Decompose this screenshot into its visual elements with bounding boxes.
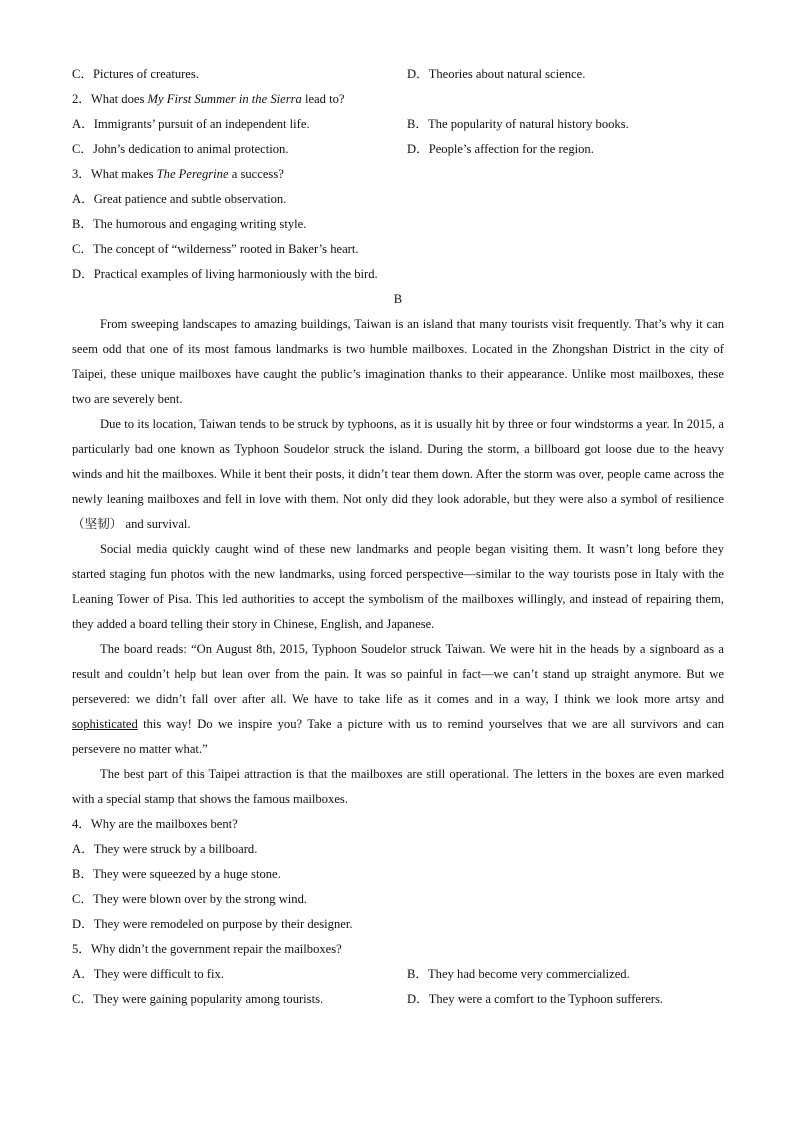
book-title: The Peregrine: [156, 167, 229, 181]
q1-option-c: C．Pictures of creatures.: [72, 67, 199, 81]
underlined-word: sophisticated: [72, 717, 138, 731]
passage-paragraph-1: From sweeping landscapes to amazing buildings, Taiwan is an island that many tourists visit frequently. That’s why it can seem odd that one of its most famous landmarks is two humble mailboxes. Located in the Zhongshan District in the city of Taipei, these unique mailboxes have caught the public’s imagination thanks to their appearance. Unlike most mailboxes, these two are severely bent.: [72, 317, 724, 406]
q5-options-cd: [72, 987, 724, 1012]
q3-option-d: D．Practical examples of living harmoniously with the bird.: [72, 267, 378, 281]
q3-option-b: B．The humorous and engaging writing style.: [72, 217, 307, 231]
passage-paragraph-2: Due to its location, Taiwan tends to be struck by typhoons, as it is usually hit by three or four windstorms a year. In 2015, a particularly bad one known as Typhoon Soudelor struck the island. During the storm, a billboard got loose due to the heavy winds and hit the mailboxes. While it bent their posts, it didn’t tear them down. After the storm was over, people came across the newly leaning mailboxes and fell in love with them. Not only did they look adorable, but they were also a symbol of resilience （坚韧） and survival.: [72, 417, 724, 531]
q4-option-b: B．They were squeezed by a huge stone.: [72, 867, 281, 881]
q4-option-c: C．They were blown over by the strong wind.: [72, 892, 308, 906]
q3-stem: 3．What makes The Peregrine a success?: [72, 167, 284, 181]
section-label: B: [393, 292, 403, 306]
q1-options-cd: [72, 62, 724, 87]
q2-option-a: A．Immigrants’ pursuit of an independent life.: [72, 117, 310, 131]
q2-option-b: B．The popularity of natural history books.: [407, 117, 629, 131]
exam-page: [72, 62, 724, 1012]
passage-paragraph-4: The board reads: “On August 8th, 2015, Typhoon Soudelor struck Taiwan. We were hit in the heads by a signboard as a result and couldn’t help but lean over from the pain. It was so painful in fact—we can’t stand up straight anymore. But we persevered: we didn’t fall over after all. We have to take life as it comes and in a way, I think we look more artsy and sophisticated this way! Do we inspire you? Take a picture with us to remind yourselves that we are all survivors and can persevere no matter what.”: [72, 642, 724, 756]
book-title: My First Summer in the Sierra: [147, 92, 302, 106]
q5-option-a: A．They were difficult to fix.: [72, 967, 224, 981]
q5-option-d: D．They were a comfort to the Typhoon sufferers.: [407, 992, 664, 1006]
passage-paragraph-3: Social media quickly caught wind of these new landmarks and people began visiting them. It wasn’t long before they started staging fun photos with the new landmarks, using forced perspective—similar to the way tourists pose in Italy with the Leaning Tower of Pisa. This led authorities to accept the symbolism of the mailboxes willingly, and instead of repairing them, they added a board telling their story in Chinese, English, and Japanese.: [72, 542, 724, 631]
q3-option-a: A．Great patience and subtle observation.: [72, 192, 287, 206]
q5-option-b: B．They had become very commercialized.: [407, 967, 630, 981]
q5-options-ab: [72, 962, 724, 987]
q2-option-c: C．John’s dedication to animal protection.: [72, 142, 289, 156]
q2-option-d: D．People’s affection for the region.: [407, 142, 594, 156]
passage-paragraph-5: The best part of this Taipei attraction is that the mailboxes are still operational. The letters in the boxes are even marked with a special stamp that shows the famous mailboxes.: [72, 767, 724, 806]
q4-option-d: D．They were remodeled on purpose by their designer.: [72, 917, 353, 931]
q4-stem: 4．Why are the mailboxes bent?: [72, 817, 238, 831]
q5-stem: 5．Why didn’t the government repair the mailboxes?: [72, 942, 342, 956]
q3-option-c: C．The concept of “wilderness” rooted in Baker’s heart.: [72, 242, 359, 256]
q4-option-a: A．They were struck by a billboard.: [72, 842, 258, 856]
q2-options-cd: [72, 137, 724, 162]
q5-option-c: C．They were gaining popularity among tourists.: [72, 992, 324, 1006]
q2-stem: 2．What does My First Summer in the Sierra lead to?: [72, 92, 345, 106]
q2-options-ab: [72, 112, 724, 137]
q1-option-d: D．Theories about natural science.: [407, 67, 586, 81]
